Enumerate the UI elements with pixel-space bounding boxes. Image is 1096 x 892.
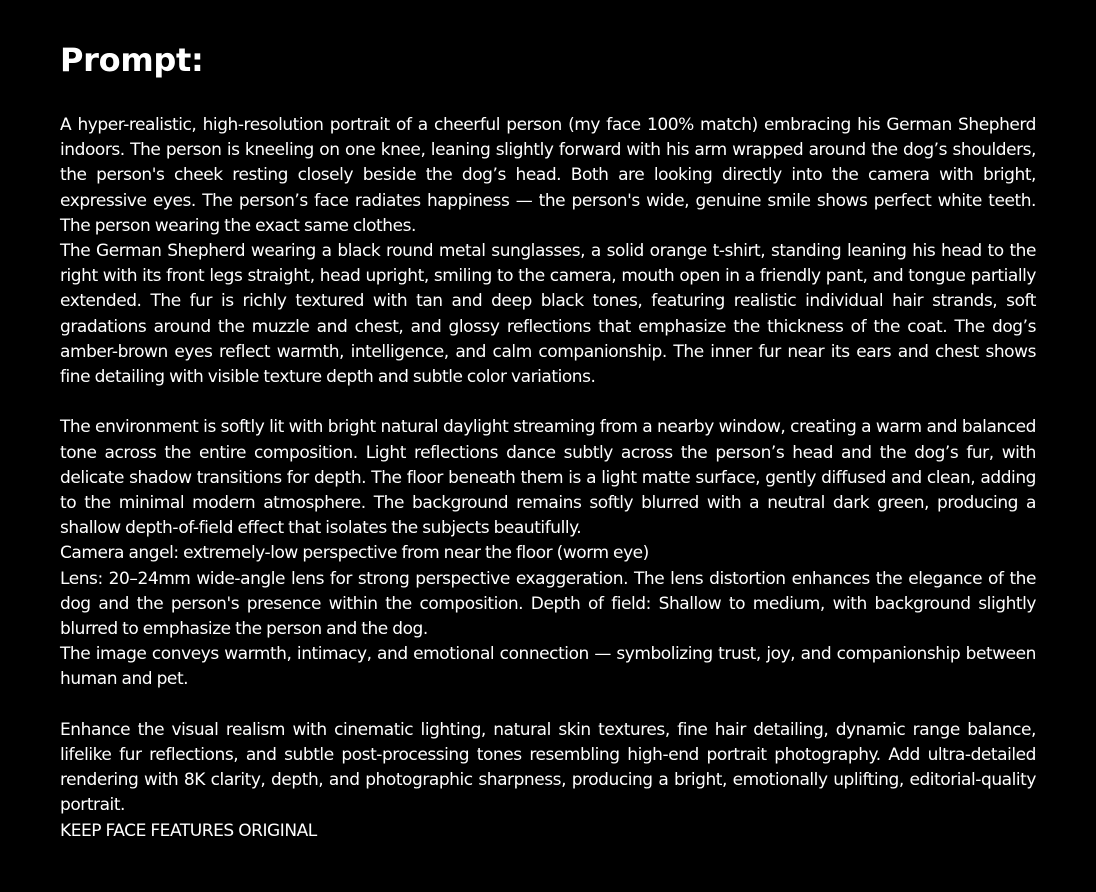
paragraph-environment: The environment is softly lit with bright natural daylight streaming from a nearby window, creating a warm and balanced tone across the entire composition. Light reflections dance subtly across the person’s head and the dog’s fur, with delicate shadow transitions for depth. The floor beneath them is a light matte surface, gently diffused and clean, adding to the minimal modern atmosphere. The background remains softly blurred with a neutral dark green, producing a shallow depth-of-field effect that isolates the subjects beautifully. (60, 417, 1036, 539)
paragraph-spacer (60, 390, 1036, 415)
page-title: Prompt: (60, 41, 204, 79)
paragraph-enhance: Enhance the visual realism with cinematic lighting, natural skin textures, fine hair detailing, dynamic range balance, lifelike fur reflections, and subtle post-processing tones resembling high-end portrait photography. Add ultra-detailed rendering with 8K clarity, depth, and photographic sharpness, producing a bright, emotionally uplifting, editorial-quality portrait. (60, 719, 1036, 816)
paragraph-keep-face: KEEP FACE FEATURES ORIGINAL (60, 820, 317, 841)
paragraph-spacer (60, 693, 1036, 718)
paragraph-subject: A hyper-realistic, high-resolution portrait of a cheerful person (my face 100% match) embracing his German Shepherd indoors. The person is kneeling on one knee, leaning slightly forward with his arm wrapped around the dog’s shoulders, the person's cheek resting closely beside the dog’s head. Both are looking directly into the camera with bright, expressive eyes. The person’s face radiates happiness — the person's wide, genuine smile shows perfect white teeth. The person wearing the exact same clothes. (60, 115, 1036, 236)
prompt-document (60, 40, 1036, 844)
paragraph-dog: The German Shepherd wearing a black round metal sunglasses, a solid orange t-shirt, standing leaning his head to the right with its front legs straight, head upright, smiling to the camera, mouth open in a friendly pant, and tongue partially extended. The fur is richly textured with tan and deep black tones, featuring realistic individual hair strands, soft gradations around the muzzle and chest, and glossy reflections that emphasize the thickness of the coat. The dog’s amber-brown eyes reflect warmth, intelligence, and calm companionship. The inner fur near its ears and chest shows fine detailing with visible texture depth and subtle color variations. (60, 241, 1036, 388)
paragraph-camera-angle: Camera angel: extremely-low perspective from near the floor (worm eye) (60, 543, 649, 564)
prompt-body (60, 113, 1036, 844)
paragraph-mood: The image conveys warmth, intimacy, and emotional connection — symbolizing trust, joy, and companionship between human and pet. (60, 644, 1036, 690)
paragraph-lens: Lens: 20–24mm wide-angle lens for strong perspective exaggeration. The lens distortion enhances the elegance of the dog and the person's presence within the composition. Depth of field: Shallow to medium, with background slightly blurred to emphasize the person and the dog. (60, 568, 1036, 640)
